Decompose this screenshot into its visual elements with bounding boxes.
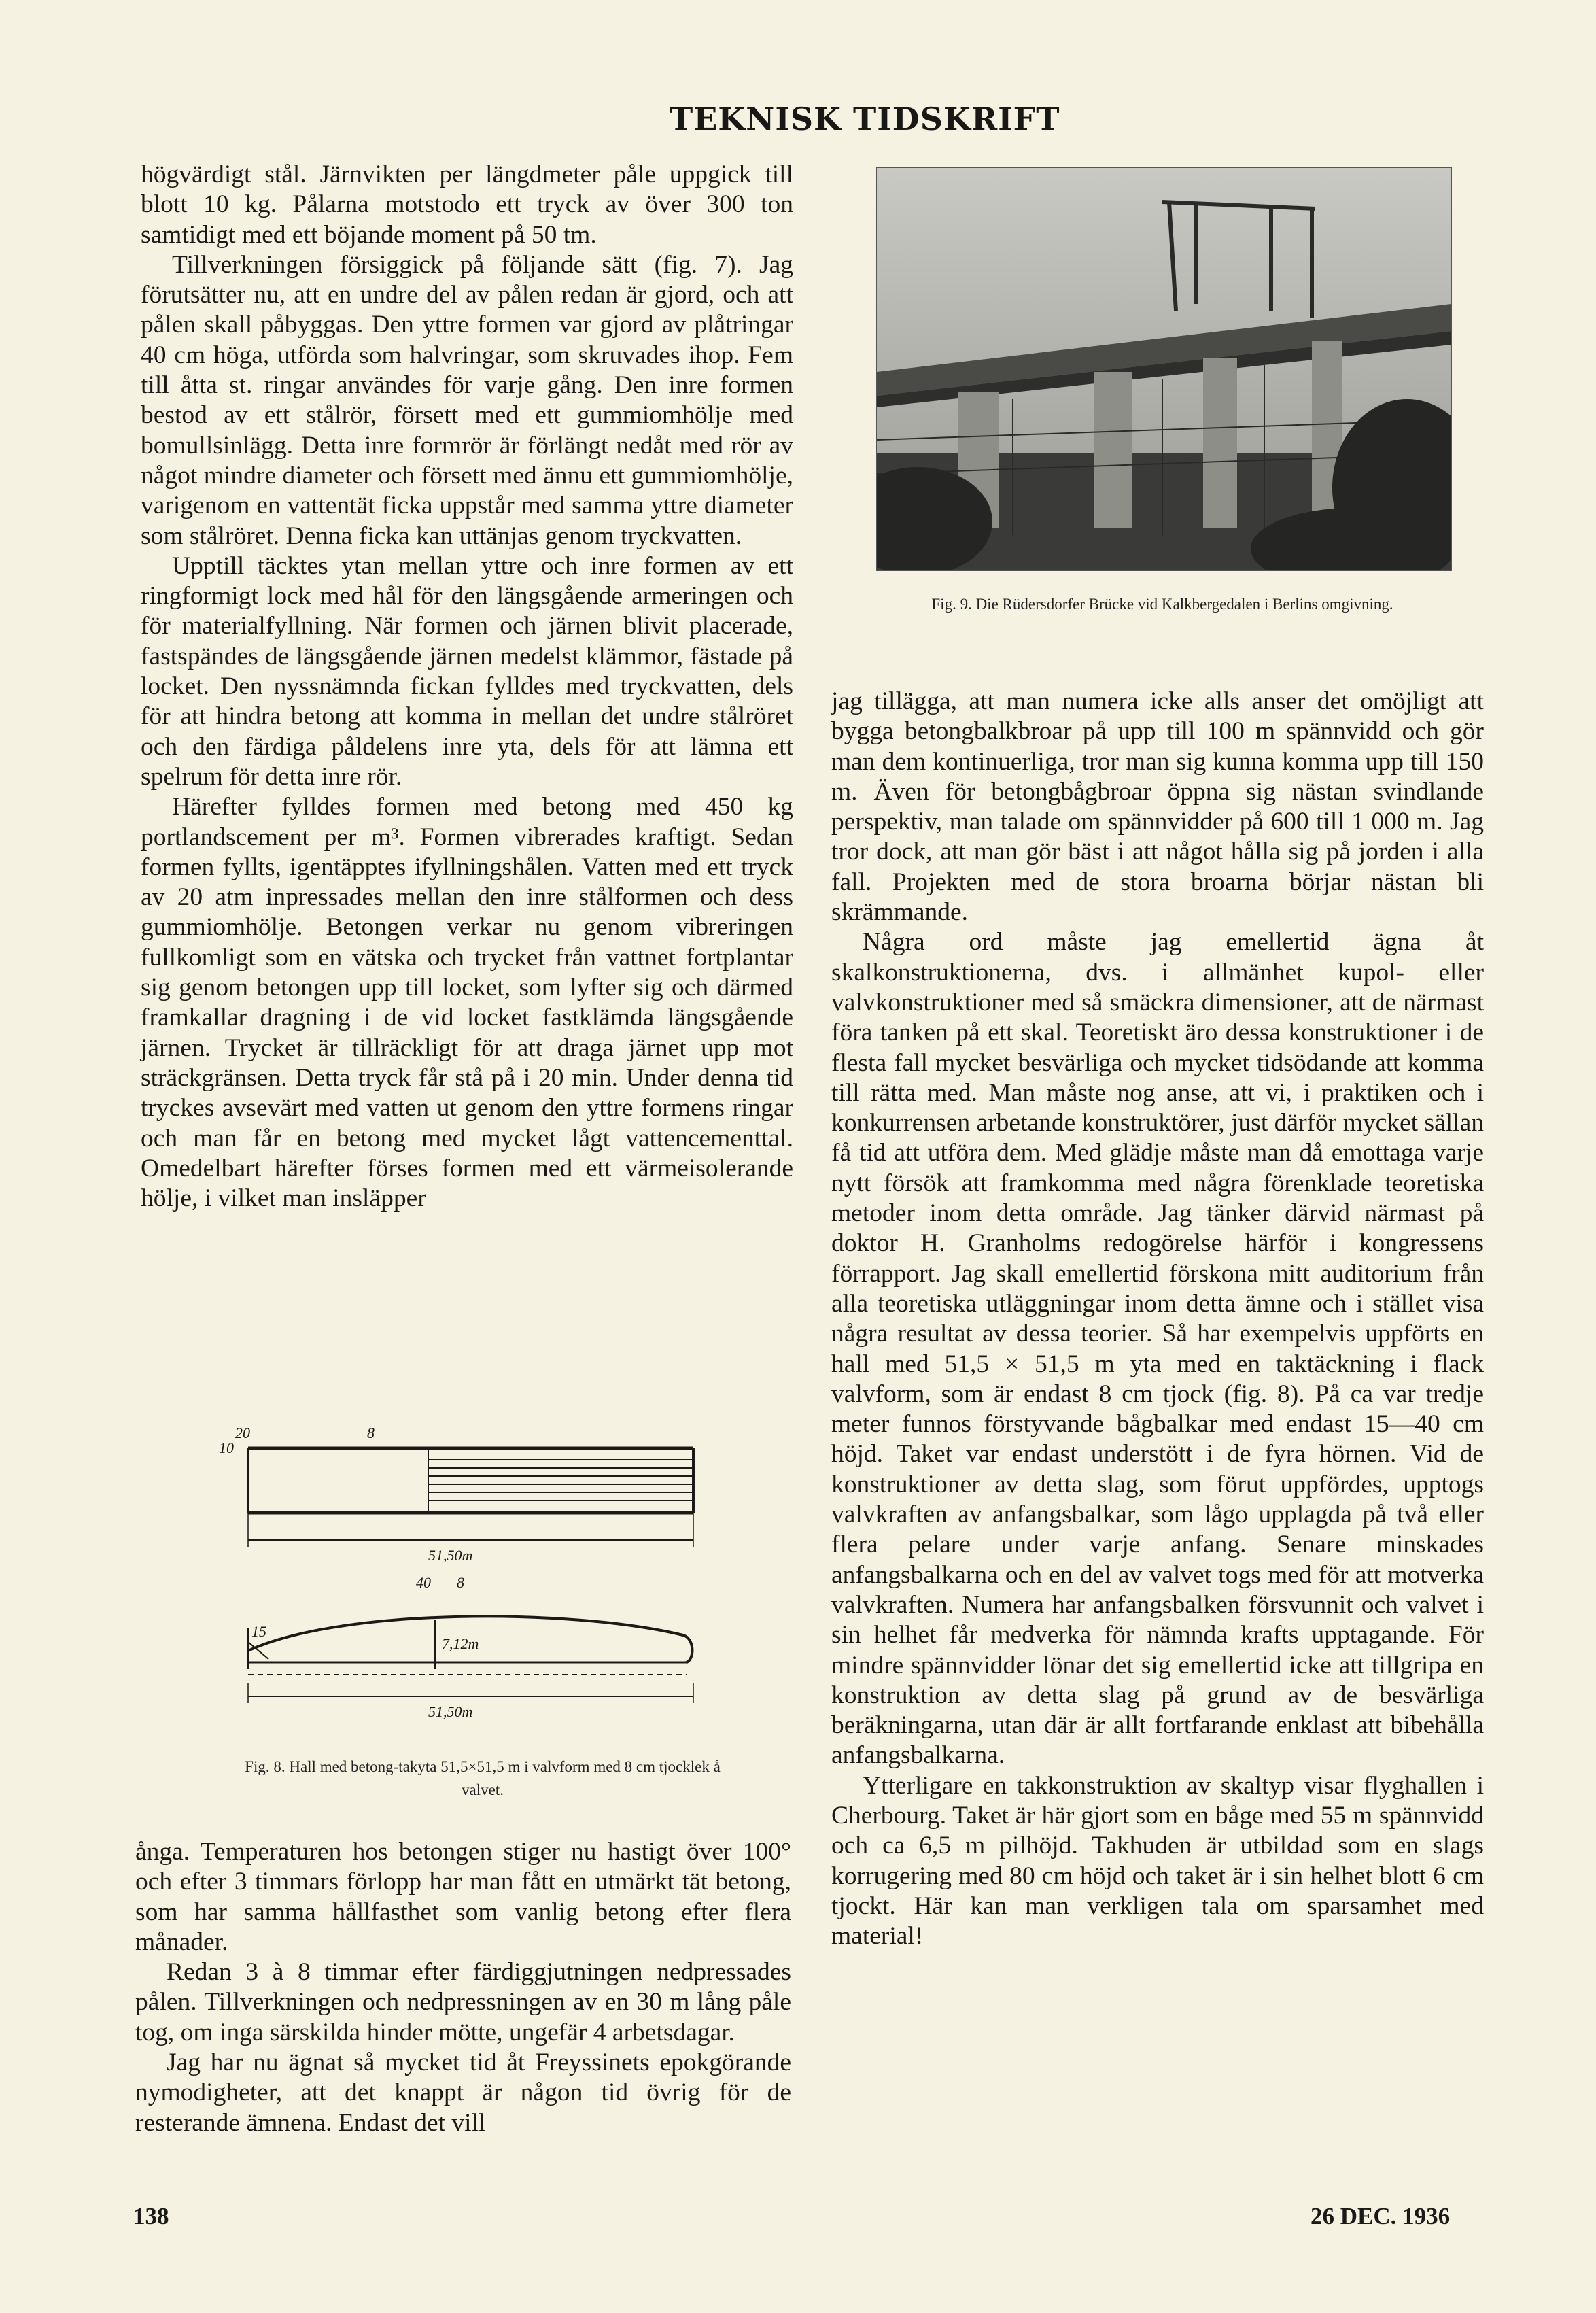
fig8-caption: Fig. 8. Hall med betong-takyta 51,5×51,5 m i valvform med 8 cm tjocklek å valvet. [245, 1758, 721, 1798]
paragraph: Ytterligare en takkonstruktion av skaltyp visar flyghallen i Cherbourg. Taket är här gjort som en båge med 55 m spännvidd och ca 6,5 m pilhöjd. Takhuden är utbildad som en slags korrugering med 80 cm höjd och taket är i sin helhet blott 6 cm tjockt. Här kan man verkligen tala om sparsamhet med material! [831, 1771, 1484, 1951]
left-column-top [141, 160, 793, 1214]
fig9-caption: Fig. 9. Die Rüdersdorfer Brücke vid Kalkbergedalen i Berlins omgivning. [931, 596, 1393, 613]
paragraph: Upptill täcktes ytan mellan yttre och inre formen av ett ringformigt lock med hål för den längsgående armeringen och för materialfyllning. När formen och järnen blivit placerade, fastspändes de längsgående järnen medelst klämmor, fästade på locket. Den nyssnämnda fickan fylldes med tryckvatten, dels för att hindra betong att komma in mellan det undre stålröret och den färdiga påldelens inre yta, dels för att lämna ett spelrum för detta inre rör. [141, 551, 793, 791]
fig8-diagram [204, 1424, 721, 1744]
rise-label: 7,12m [442, 1635, 479, 1652]
dim-40: 40 [416, 1574, 431, 1591]
paragraph: Redan 3 à 8 timmar efter färdiggjutningen nedpressades pålen. Tillverkningen och nedpressningen av en 30 m lång påle tog, om inga särskilda hinder mötte, ungefär 4 arbetsdagar. [135, 1958, 791, 2046]
dim-8: 8 [367, 1424, 375, 1441]
page-number: 138 [133, 2203, 169, 2229]
bridge-photo-illustration [877, 168, 1451, 570]
dim-10: 10 [219, 1439, 234, 1456]
left-column-bottom [135, 1837, 791, 2138]
paragraph: Tillverkningen försiggick på följande sätt (fig. 7). Jag förutsätter nu, att en undre del av pålen redan är gjord, och att pålen skall påbyggas. Den yttre formen var gjord av plåtringar 40 cm höga, utförda som halvringar, som skruvades ihop. Fem till åtta st. ringar användes för varje gång. Den inre formen bestod av ett stålrör, försett med ett gummiomhölje med bomullsinlägg. Detta inre formrör är förlängt nedåt med rör av något mindre diameter och försett med ännu ett gummiomhölje, varigenom en vattentät ficka uppstår med samma yttre diameter som stålröret. Denna ficka kan uttänjas genom tryckvatten. [141, 250, 793, 550]
paragraph: Några ord måste jag emellertid ägna åt skalkonstruktionerna, dvs. i allmänhet kupol- eller valvkonstruktioner med så smäckra dimensioner, att de närmast föra tanken på ett skal. Teoretiskt äro dessa konstruktioner i de flesta fall mycket besvärliga och mycket tidsödande att komma till rätta med. Man måste nog anse, att vi, i praktiken och i konkurrensen arbetande konstruktörer, just därför mycket sällan få tid att utföra dem. Med glädje måste man då emottaga varje nytt försök att framkomma med några förenklade teoretiska metoder inom detta område. Jag tänker därvid närmast på doktor H. Granholms redogörelse härför i kongressens förrapport. Jag skall emellertid förskona mitt auditorium från alla teoretiska utläggningar inom detta ämne och i stället visa några resultat av dessa teorier. Så har exempelvis uppförts en hall med 51,5 × 51,5 m yta med en taktäckning i flack valvform, som är endast 8 cm tjock (fig. 8). På ca var tredje meter funnos förstyvande bågbalkar med endast 15—40 cm höjd. Taket var endast understött i de fyra hörnen. Vid de konstruktioner av detta slag, som förut uppfördes, upptogs valvkraften av anfangsbalkar, som lågo upplagda på två eller flera pelare under varje anfang. Senare minskades anfangsbalkarna och en del av valvet togs med för att motverka valvkraften. Numera har anfangsbalken försvunnit och valvet i sin helhet får medverka för nämnda krafts upptagande. För mindre spännvidder lönar det sig emellertid icke att tillgripa en konstruktion av detta slag på grund av de besvärliga beräkningarna, utan där är allt fortfarande enklast att bibehålla anfangsbalkarna. [831, 928, 1484, 1770]
edge-label: 15 [251, 1623, 266, 1640]
fig9-photo [876, 167, 1452, 571]
section-span-label: 51,50m [428, 1703, 473, 1720]
paragraph: Härefter fylldes formen med betong med 450 kg portlandscement per m³. Formen vibrerades kraftigt. Sedan formen fyllts, igentäpptes ifyllningshålen. Vatten med ett tryck av 20 atm inpressades mellan den inre stålformen och dess gummiomhölje. Betongen verkar nu genom vibreringen fullkomligt som en vätska och trycket från vattnet fortplantar sig genom betongen upp till locket, som lyfter sig och därmed framkallar dragning i de vid locket fastklämda längsgående järnen. Trycket är tillräckligt för att draga järnet upp mot sträckgränsen. Detta tryck får stå på i 20 min. Under denna tid tryckes avsevärt med vatten ut genom den yttre formens ringar och man får en betong med mycket lågt vattencementtal. Omedelbart härefter förses formen med ett värmeisolerande hölje, i vilket man insläpper [141, 793, 793, 1213]
issue-date: 26 DEC. 1936 [1311, 2203, 1451, 2229]
paragraph: högvärdigt stål. Järnvikten per längdmeter påle uppgick till blott 10 kg. Pålarna motstodo ett tryck av över 300 ton samtidigt med ett böjande moment på 50 tm. [141, 160, 793, 249]
paragraph: ånga. Temperaturen hos betongen stiger nu hastigt över 100° och efter 3 timmars förlopp har man fått en utmärkt tät betong, som har samma hållfasthet som vanlig betong efter flera månader. [135, 1838, 791, 1956]
journal-masthead: TEKNISK TIDSKRIFT [670, 101, 1060, 137]
plan-span-label: 51,50m [428, 1547, 473, 1564]
dim-8-section: 8 [457, 1574, 464, 1591]
right-column [831, 687, 1484, 1951]
paragraph: jag tillägga, att man numera icke alls anser det omöjligt att bygga betongbalkbroar på upp till 100 m spännvidd och gör man dem kontinuerliga, tror man sig kunna komma upp till 150 m. Även för betongbågbroar öppna sig nästan svindlande perspektiv, man talade om spännvidder på 600 till 1 000 m. Jag tror dock, att man gör bäst i att något hålla sig på jorden i alla fall. Projekten med de stora broarna börjar nästan bli skrämmande. [831, 687, 1484, 927]
dim-20: 20 [235, 1424, 250, 1441]
paragraph: Jag har nu ägnat så mycket tid åt Freyssinets epokgörande nymodigheter, att det knappt är någon tid övrig för de resterande ämnena. Endast det vill [135, 2049, 791, 2137]
